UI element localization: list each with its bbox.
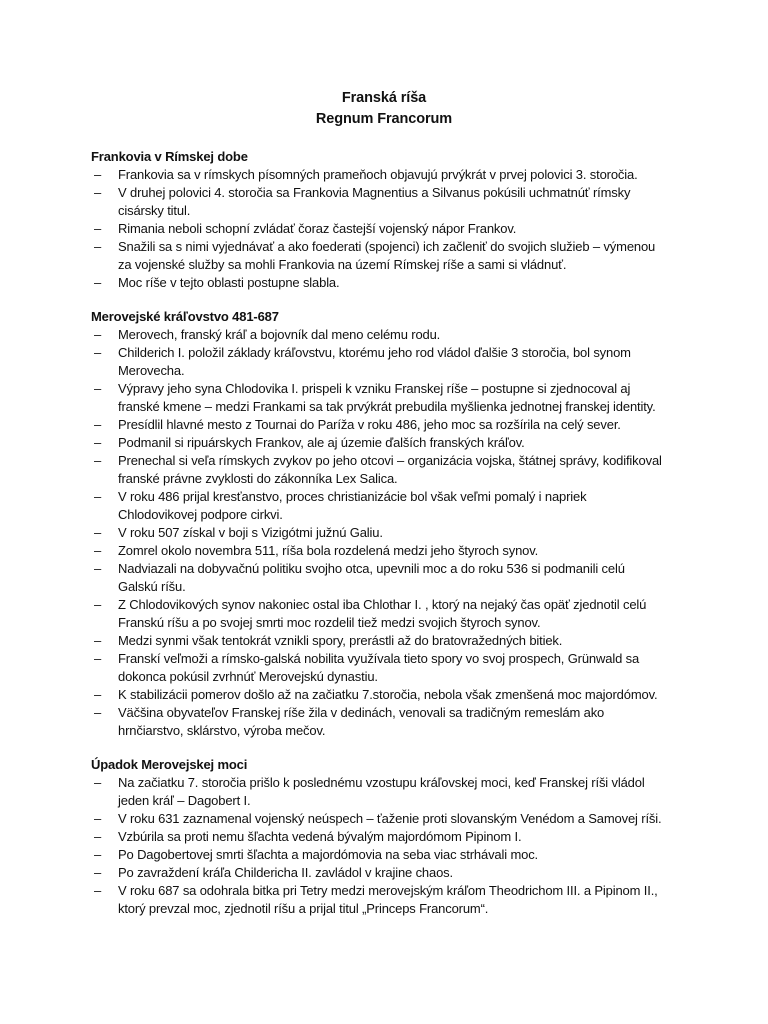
list-item <box>91 452 691 488</box>
title-block <box>0 88 768 130</box>
list-item-text: Výpravy jeho syna Chlodovika I. prispeli k vzniku Franskej ríše – postupne si zjednocoval aj <box>118 381 631 396</box>
list-item-text: Franskí veľmoži a rímsko-galská nobilita využívala tieto spory vo svoj prospech, Grünwald sa <box>118 651 640 666</box>
dash-bullet-icon: – <box>94 561 102 576</box>
dash-bullet-icon: – <box>94 417 102 432</box>
list-item <box>91 184 691 220</box>
list-item <box>91 220 691 238</box>
section-heading: Úpadok Merovejskej moci <box>91 757 248 772</box>
dash-bullet-icon: – <box>94 687 102 702</box>
list-item-text: Moc ríše v tejto oblasti postupne slabla. <box>118 275 340 290</box>
dash-bullet-icon: – <box>94 275 102 290</box>
dash-bullet-icon: – <box>94 597 102 612</box>
list-item-text: Frankovia sa v rímskych písomných prameňoch objavujú prvýkrát v prvej polovici 3. storočia. <box>118 167 638 182</box>
list-item-text: Presídlil hlavné mesto z Tournai do Paríža v roku 486, jeho moc sa rozšírila na celý sever. <box>118 417 621 432</box>
list-item <box>91 686 691 704</box>
list-item-text: hrnčiarstvo, sklárstvo, výroba mečov. <box>118 723 326 738</box>
dash-bullet-icon: – <box>94 847 102 862</box>
list-item-text: V roku 631 zaznamenal vojenský neúspech – ťaženie proti slovanským Venédom a Samovej ríši. <box>118 811 662 826</box>
dash-bullet-icon: – <box>94 489 102 504</box>
list-item-text: V roku 507 získal v boji s Vizigótmi južnú Galiu. <box>118 525 383 540</box>
list-item <box>91 882 691 918</box>
list-item <box>91 542 691 560</box>
dash-bullet-icon: – <box>94 453 102 468</box>
list-item-text: Na začiatku 7. storočia prišlo k poslednému vzostupu kráľovskej moci, keď Franskej ríši vládol <box>118 775 645 790</box>
list-item <box>91 238 691 274</box>
document-body <box>91 148 691 934</box>
list-item <box>91 488 691 524</box>
list-item <box>91 560 691 596</box>
list-item-text: Po zavraždení kráľa Childericha II. zavládol v krajine chaos. <box>118 865 453 880</box>
list-item <box>91 828 691 846</box>
list-item-text: Merovech, franský kráľ a bojovník dal meno celému rodu. <box>118 327 441 342</box>
section-heading: Merovejské kráľovstvo 481-687 <box>91 309 279 324</box>
section <box>91 756 691 918</box>
list-item <box>91 846 691 864</box>
list-item <box>91 774 691 810</box>
list-item-text: franské kmene – medzi Frankami sa tak prvýkrát prebudila myšlienka jednotnej franskej identity. <box>118 399 656 414</box>
bullet-list <box>91 166 691 292</box>
list-item-text: jeden kráľ – Dagobert I. <box>118 793 251 808</box>
list-item <box>91 650 691 686</box>
list-item <box>91 344 691 380</box>
dash-bullet-icon: – <box>94 185 102 200</box>
dash-bullet-icon: – <box>94 345 102 360</box>
list-item-text: Franskú ríšu a po svojej smrti moc rozdelil tiež medzi svojich štyroch synov. <box>118 615 541 630</box>
dash-bullet-icon: – <box>94 381 102 396</box>
dash-bullet-icon: – <box>94 775 102 790</box>
list-item-text: Rimania neboli schopní zvládať čoraz častejší vojenský nápor Frankov. <box>118 221 517 236</box>
dash-bullet-icon: – <box>94 435 102 450</box>
list-item <box>91 596 691 632</box>
dash-bullet-icon: – <box>94 327 102 342</box>
list-item-text: cisársky titul. <box>118 203 191 218</box>
bullet-list <box>91 326 691 740</box>
dash-bullet-icon: – <box>94 239 102 254</box>
document-title: Franská ríša <box>341 90 427 106</box>
list-item <box>91 810 691 828</box>
list-item <box>91 632 691 650</box>
list-item <box>91 864 691 882</box>
list-item <box>91 326 691 344</box>
list-item-text: Galskú ríšu. <box>118 579 186 594</box>
list-item <box>91 380 691 416</box>
dash-bullet-icon: – <box>94 865 102 880</box>
list-item-text: Po Dagobertovej smrti šľachta a majordómovia na seba viac strhávali moc. <box>118 847 539 862</box>
list-item <box>91 434 691 452</box>
list-item-text: Nadviazali na dobyvačnú politiku svojho otca, upevnili moc a do roku 536 si podmanili celú <box>118 561 625 576</box>
list-item-text: Z Chlodovikových synov nakoniec ostal iba Chlothar I. , ktorý na nejaký čas opäť zjednotil celú <box>118 597 647 612</box>
list-item <box>91 166 691 184</box>
section <box>91 308 691 740</box>
list-item-text: Vzbúrila sa proti nemu šľachta vedená bývalým majordómom Pipinom I. <box>118 829 522 844</box>
list-item-text: Podmanil si ripuárskych Frankov, ale aj územie ďalších franských kráľov. <box>118 435 525 450</box>
list-item-text: Merovecha. <box>118 363 185 378</box>
list-item-text: V druhej polovici 4. storočia sa Frankovia Magnentius a Silvanus pokúsili uchmatnúť rímsky <box>118 185 631 200</box>
list-item <box>91 704 691 740</box>
dash-bullet-icon: – <box>94 221 102 236</box>
list-item-text: Väčšina obyvateľov Franskej ríše žila v dedinách, venovali sa tradičným remeslám ako <box>118 705 605 720</box>
list-item-text: Prenechal si veľa rímskych zvykov po jeho otcovi – organizácia vojska, štátnej správy, kodifikoval <box>118 453 662 468</box>
dash-bullet-icon: – <box>94 633 102 648</box>
dash-bullet-icon: – <box>94 811 102 826</box>
list-item-text: K stabilizácii pomerov došlo až na začiatku 7.storočia, nebola však zmenšená moc majordómov. <box>118 687 658 702</box>
bullet-list <box>91 774 691 918</box>
list-item <box>91 274 691 292</box>
list-item-text: Medzi synmi však tentokrát vznikli spory, prerástli až do bratovražedných bitiek. <box>118 633 563 648</box>
section-heading: Frankovia v Rímskej dobe <box>91 149 248 164</box>
list-item-text: za vojenské služby sa mohli Frankovia na území Rímskej ríše a sami si vládnuť. <box>118 257 567 272</box>
section <box>91 148 691 292</box>
list-item <box>91 416 691 434</box>
list-item-text: franské právne zvyklosti do zákonníka Lex Salica. <box>118 471 398 486</box>
dash-bullet-icon: – <box>94 543 102 558</box>
list-item-text: V roku 486 prijal kresťanstvo, proces christianizácie bol však veľmi pomalý i napriek <box>118 489 587 504</box>
list-item-text: Chlodovikovej podpore cirkvi. <box>118 507 283 522</box>
dash-bullet-icon: – <box>94 167 102 182</box>
list-item <box>91 524 691 542</box>
dash-bullet-icon: – <box>94 651 102 666</box>
dash-bullet-icon: – <box>94 829 102 844</box>
list-item-text: V roku 687 sa odohrala bitka pri Tetry medzi merovejským kráľom Theodrichom III. a Pipinom II., <box>118 883 658 898</box>
dash-bullet-icon: – <box>94 883 102 898</box>
list-item-text: Childerich I. položil základy kráľovstvu, ktorému jeho rod vládol ďalšie 3 storočia, bol synom <box>118 345 631 360</box>
list-item-text: Snažili sa s nimi vyjednávať a ako foederati (spojenci) ich začleniť do svojich služieb – výmenou <box>118 239 656 254</box>
list-item-text: dokonca pokúsil zvrhnúť Merovejskú dynastiu. <box>118 669 378 684</box>
list-item-text: Zomrel okolo novembra 511, ríša bola rozdelená medzi jeho štyroch synov. <box>118 543 539 558</box>
dash-bullet-icon: – <box>94 705 102 720</box>
list-item-text: ktorý prevzal moc, zjednotil ríšu a prijal titul „Princeps Francorum“. <box>118 901 489 916</box>
dash-bullet-icon: – <box>94 525 102 540</box>
document-subtitle: Regnum Francorum <box>315 111 453 127</box>
